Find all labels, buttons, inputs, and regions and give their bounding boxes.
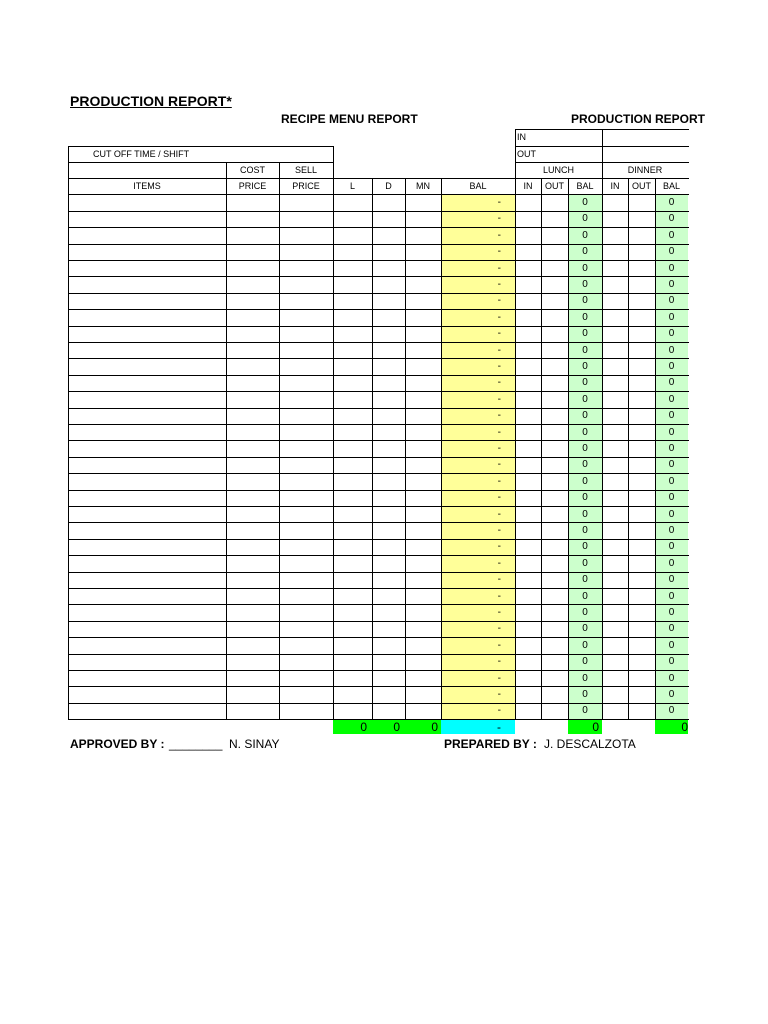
- grid-line: [68, 588, 689, 589]
- lunch-bal-value: 0: [582, 574, 588, 586]
- lunch-bal-value: 0: [582, 623, 588, 635]
- grid-line: [68, 555, 689, 556]
- total-mn: 0: [405, 720, 441, 734]
- dinner-bal-value: 0: [668, 393, 675, 405]
- grid-line: [333, 178, 334, 720]
- grid-line: [68, 703, 689, 704]
- dinner-bal-value: 0: [668, 508, 675, 520]
- grid-line: [405, 178, 406, 720]
- dinner-bal-value: 0: [668, 410, 675, 422]
- grid-line: [68, 457, 689, 458]
- lunch-bal-value: 0: [582, 328, 588, 340]
- bal-value: -: [497, 475, 501, 487]
- lunch-bal-value: 0: [582, 426, 588, 438]
- bal-value: -: [497, 525, 501, 537]
- bal-value: -: [497, 311, 501, 323]
- grid-line: [515, 129, 516, 163]
- column-header-lunch-out: OUT: [545, 181, 564, 192]
- grid-line: [68, 522, 689, 523]
- grid-line: [602, 129, 603, 163]
- grid-line: [68, 244, 689, 245]
- lunch-bal-value: 0: [582, 672, 588, 684]
- lunch-bal-value: 0: [582, 639, 588, 651]
- column-header-l: L: [349, 181, 355, 192]
- bal-value: -: [497, 607, 501, 619]
- dinner-bal-value: 0: [668, 311, 675, 323]
- column-header-d: D: [385, 181, 392, 192]
- dinner-bal-value: 0: [668, 246, 675, 258]
- total-d: 0: [372, 720, 405, 734]
- grid-line: [515, 178, 516, 720]
- grid-line: [68, 654, 689, 655]
- dinner-bal-value: 0: [668, 574, 675, 586]
- prepared-by-label: PREPARED BY :: [444, 737, 537, 751]
- column-header-dinner-out: OUT: [632, 181, 651, 192]
- grid-line: [68, 358, 689, 359]
- bal-value: -: [497, 443, 501, 455]
- dinner-bal-value: 0: [668, 475, 675, 487]
- bal-value: -: [497, 426, 501, 438]
- grid-line: [68, 490, 689, 491]
- column-header-dinner-bal: BAL: [662, 181, 680, 192]
- bal-value: -: [497, 262, 501, 274]
- lunch-bal-value: 0: [582, 508, 588, 520]
- grid-line: [68, 146, 334, 147]
- bal-value: -: [497, 639, 501, 651]
- dinner-bal-value: 0: [668, 197, 675, 209]
- grid-line: [68, 276, 689, 277]
- bal-value: -: [497, 689, 501, 701]
- column-header-bal: BAL: [469, 181, 487, 192]
- grid-line: [68, 572, 689, 573]
- dinner-bal-value: 0: [668, 541, 675, 553]
- column-header-lunch-in: IN: [523, 181, 533, 192]
- lunch-bal-value: 0: [582, 246, 588, 258]
- grid-line: [602, 178, 603, 720]
- grid-line: [372, 178, 373, 720]
- grid-line: [68, 178, 689, 179]
- grid-line: [68, 162, 69, 179]
- grid-line: [68, 391, 689, 392]
- grid-line: [68, 604, 689, 605]
- lunch-bal-value: 0: [582, 443, 588, 455]
- lunch-bal-value: 0: [582, 656, 588, 668]
- grid-line: [68, 506, 689, 507]
- column-header-mn: MN: [416, 181, 430, 192]
- grid-line: [68, 309, 689, 310]
- bal-value: -: [497, 344, 501, 356]
- grid-line: [515, 162, 516, 179]
- cost-header: COST: [239, 165, 265, 175]
- bal-value: -: [497, 246, 501, 258]
- grid-line: [68, 621, 689, 622]
- grid-line: [68, 440, 689, 441]
- column-header-lunch-bal: BAL: [576, 181, 594, 192]
- grid-line: [68, 326, 689, 327]
- dinner-bal-value: 0: [668, 229, 675, 241]
- column-header-cost-price: PRICE: [238, 181, 267, 192]
- out-label: OUT: [517, 148, 536, 159]
- dinner-bal-value: 0: [668, 344, 675, 356]
- bal-value: -: [497, 393, 501, 405]
- lunch-bal-value: 0: [582, 475, 588, 487]
- bal-value: -: [497, 213, 501, 225]
- dinner-bal-value: 0: [668, 525, 675, 537]
- grid-line: [68, 293, 689, 294]
- lunch-bal-value: 0: [582, 393, 588, 405]
- dinner-bal-value: 0: [668, 328, 675, 340]
- bal-value: -: [497, 574, 501, 586]
- approved-by-label: APPROVED BY :: [70, 737, 165, 751]
- bal-value: -: [497, 508, 501, 520]
- grid-line: [226, 178, 227, 720]
- report-title: PRODUCTION REPORT*: [70, 93, 232, 109]
- report-subtitle-right: PRODUCTION REPORT: [571, 112, 706, 126]
- lunch-bal-value: 0: [582, 262, 588, 274]
- lunch-bal-value: 0: [582, 197, 588, 209]
- total-dinner-bal: 0: [655, 720, 688, 734]
- grid-line: [628, 178, 629, 720]
- grid-line: [68, 473, 689, 474]
- grid-line: [68, 146, 69, 164]
- grid-line: [441, 178, 442, 720]
- lunch-bal-value: 0: [582, 229, 588, 241]
- dinner-bal-value: 0: [668, 639, 675, 651]
- approved-by-blank: ________: [169, 737, 223, 751]
- dinner-bal-value: 0: [668, 213, 675, 225]
- dinner-bal-value: 0: [668, 443, 675, 455]
- grid-line: [226, 162, 227, 179]
- prepared-by-name: J. DESCALZOTA: [544, 737, 636, 751]
- lunch-bal-value: 0: [582, 295, 588, 307]
- lunch-bal-value: 0: [582, 689, 588, 701]
- grid-line: [68, 194, 689, 195]
- bal-value: -: [497, 410, 501, 422]
- total-bal: -: [441, 720, 515, 734]
- lunch-bal-value: 0: [582, 344, 588, 356]
- bal-value: -: [497, 541, 501, 553]
- dinner-bal-value: 0: [668, 262, 675, 274]
- grid-line: [68, 539, 689, 540]
- lunch-bal-value: 0: [582, 311, 588, 323]
- report-subtitle: RECIPE MENU REPORT: [281, 112, 418, 126]
- dinner-header: DINNER: [627, 165, 663, 175]
- grid-line: [68, 408, 689, 409]
- dinner-bal-value: 0: [668, 377, 675, 389]
- dinner-bal-value: 0: [668, 672, 675, 684]
- dinner-bal-value: 0: [668, 426, 675, 438]
- dinner-bal-value: 0: [668, 459, 675, 471]
- lunch-bal-value: 0: [582, 459, 588, 471]
- lunch-bal-value: 0: [582, 705, 588, 717]
- grid-line: [68, 162, 334, 163]
- lunch-bal-value: 0: [582, 525, 588, 537]
- column-header-items: ITEMS: [133, 181, 161, 192]
- dinner-bal-value: 0: [668, 623, 675, 635]
- lunch-bal-value: 0: [582, 361, 588, 373]
- lunch-bal-value: 0: [582, 607, 588, 619]
- bal-value: -: [497, 590, 501, 602]
- bal-value: -: [497, 705, 501, 717]
- cut-off-time-label: CUT OFF TIME / SHIFT: [93, 148, 190, 159]
- dinner-bal-value: 0: [668, 607, 675, 619]
- total-l: 0: [333, 720, 372, 734]
- dinner-bal-value: 0: [668, 557, 675, 569]
- bal-value: -: [497, 328, 501, 340]
- bal-value: -: [497, 279, 501, 291]
- bal-value: -: [497, 672, 501, 684]
- total-lunch-bal: 0: [568, 720, 602, 734]
- bal-value: -: [497, 197, 501, 209]
- grid-line: [333, 162, 334, 179]
- bal-value: -: [497, 229, 501, 241]
- grid-line: [68, 211, 689, 212]
- lunch-bal-value: 0: [582, 590, 588, 602]
- grid-line: [68, 670, 689, 671]
- dinner-bal-value: 0: [668, 656, 675, 668]
- grid-line: [68, 424, 689, 425]
- column-header-dinner-in: IN: [610, 181, 620, 192]
- lunch-bal-value: 0: [582, 213, 588, 225]
- lunch-bal-value: 0: [582, 557, 588, 569]
- grid-line: [568, 178, 569, 720]
- grid-line: [68, 178, 69, 720]
- lunch-bal-value: 0: [582, 541, 588, 553]
- grid-line: [655, 178, 656, 720]
- bal-value: -: [497, 492, 501, 504]
- dinner-bal-value: 0: [668, 295, 675, 307]
- lunch-bal-value: 0: [582, 492, 588, 504]
- bal-value: -: [497, 623, 501, 635]
- grid-line: [68, 637, 689, 638]
- grid-line: [68, 342, 689, 343]
- grid-line: [602, 162, 603, 179]
- grid-line: [68, 375, 689, 376]
- grid-line: [68, 260, 689, 261]
- grid-line: [68, 227, 689, 228]
- dinner-bal-value: 0: [668, 279, 675, 291]
- grid-line: [279, 178, 280, 720]
- dinner-bal-value: 0: [668, 689, 675, 701]
- lunch-header: LUNCH: [542, 165, 574, 175]
- dinner-bal-value: 0: [668, 590, 675, 602]
- bal-value: -: [497, 377, 501, 389]
- grid-line: [333, 146, 334, 164]
- dinner-bal-value: 0: [668, 361, 675, 373]
- grid-line: [541, 178, 542, 720]
- in-label: IN: [517, 132, 526, 143]
- bal-value: -: [497, 656, 501, 668]
- grid-line: [279, 162, 280, 179]
- dinner-bal-value: 0: [668, 492, 675, 504]
- lunch-bal-value: 0: [582, 279, 588, 291]
- bal-value: -: [497, 459, 501, 471]
- dinner-bal-value: 0: [668, 705, 675, 717]
- approved-by-name: N. SINAY: [229, 737, 280, 751]
- bal-value: -: [497, 295, 501, 307]
- bal-value: -: [497, 557, 501, 569]
- bal-value: -: [497, 361, 501, 373]
- column-header-sell-price: PRICE: [292, 181, 320, 192]
- grid-line: [68, 686, 689, 687]
- lunch-bal-value: 0: [582, 377, 588, 389]
- sell-header: SELL: [294, 165, 318, 175]
- lunch-bal-value: 0: [582, 410, 588, 422]
